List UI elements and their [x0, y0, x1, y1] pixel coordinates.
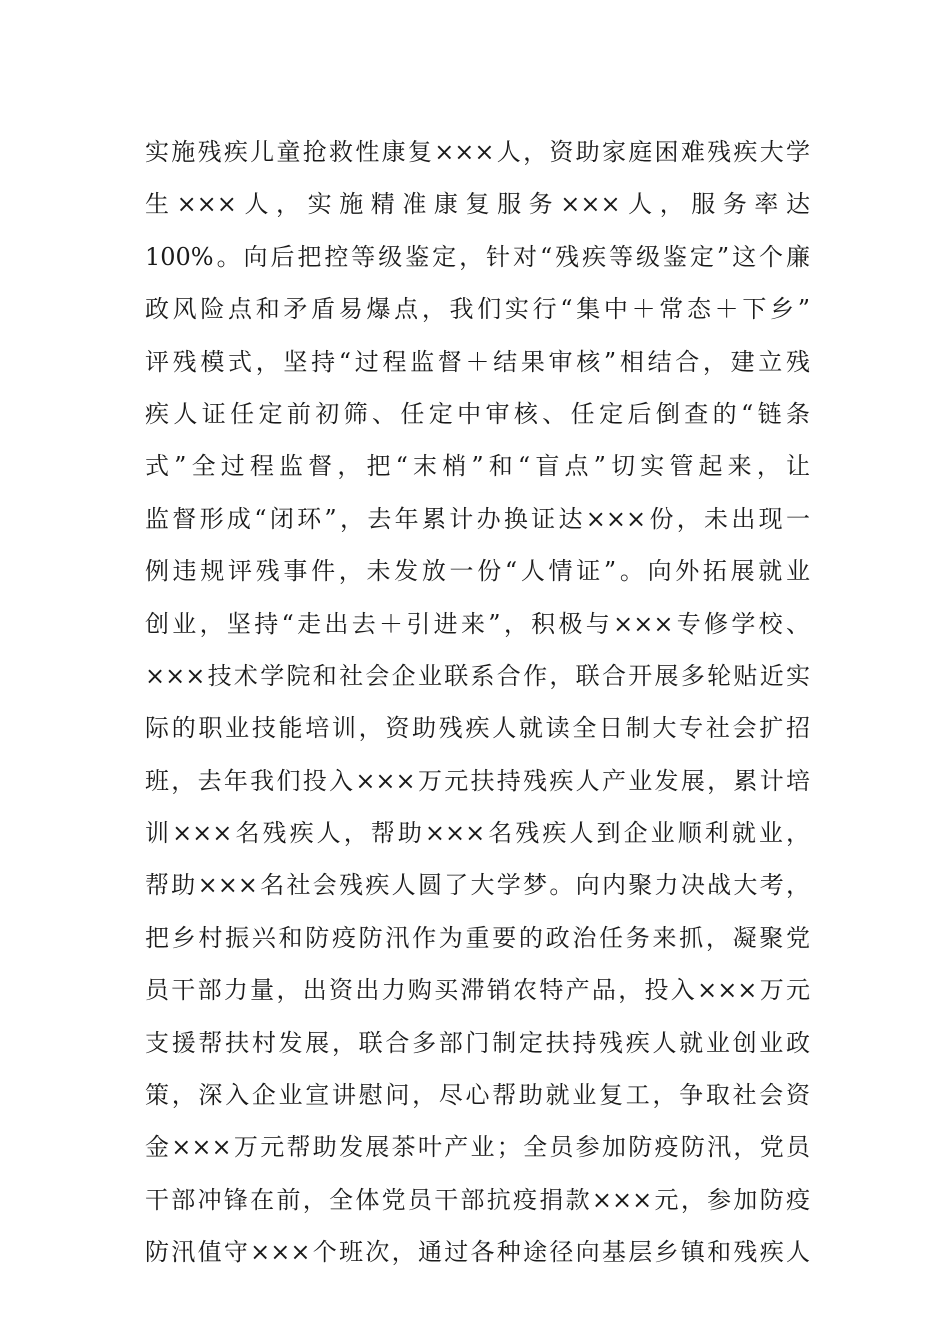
- text-line: 100%。向后把控等级鉴定，针对“残疾等级鉴定”这个廉: [145, 242, 810, 271]
- text-line: 政风险点和矛盾易爆点，我们实行“集中＋常态＋下乡”: [145, 295, 810, 324]
- text-line: 生×××人，实施精准康复服务×××人，服务率达: [145, 190, 810, 219]
- text-line: 评残模式，坚持“过程监督＋结果审核”相结合，建立残: [145, 347, 810, 376]
- text-line: 防汛值守×××个班次，通过各种途径向基层乡镇和残疾人: [145, 1238, 810, 1267]
- text-line: 创业，坚持“走出去＋引进来”，积极与×××专修学校、: [145, 609, 810, 638]
- text-line: 式”全过程监督，把“末梢”和“盲点”切实管起来，让: [145, 452, 810, 481]
- text-line: ×××技术学院和社会企业联系合作，联合开展多轮贴近实: [145, 661, 810, 690]
- text-line: 际的职业技能培训，资助残疾人就读全日制大专社会扩招: [145, 714, 810, 743]
- text-line: 例违规评残事件，未发放一份“人情证”。向外拓展就业: [145, 557, 810, 586]
- text-line: 训×××名残疾人，帮助×××名残疾人到企业顺利就业，: [145, 819, 810, 848]
- text-line: 疾人证任定前初筛、任定中审核、任定后倒查的“链条: [145, 399, 810, 428]
- text-line: 实施残疾儿童抢救性康复×××人，资助家庭困难残疾大学: [145, 138, 810, 166]
- text-line: 员干部力量，出资出力购买滞销农特产品，投入×××万元: [145, 976, 810, 1005]
- text-line: 支援帮扶村发展，联合多部门制定扶持残疾人就业创业政: [145, 1028, 810, 1057]
- text-line: 监督形成“闭环”，去年累计办换证达×××份，未出现一: [145, 504, 810, 533]
- text-line: 金×××万元帮助发展茶叶产业；全员参加防疫防汛，党员: [145, 1133, 810, 1162]
- text-line: 策，深入企业宣讲慰问，尽心帮助就业复工，争取社会资: [145, 1081, 810, 1110]
- body-paragraph: [145, 126, 810, 1279]
- text-line: 把乡村振兴和防疫防汛作为重要的政治任务来抓，凝聚党: [145, 923, 810, 952]
- text-line: 干部冲锋在前，全体党员干部抗疫捐款×××元，参加防疫: [145, 1185, 810, 1214]
- text-line: 帮助×××名社会残疾人圆了大学梦。向内聚力决战大考，: [145, 871, 810, 900]
- text-line: 班，去年我们投入×××万元扶持残疾人产业发展，累计培: [145, 766, 810, 795]
